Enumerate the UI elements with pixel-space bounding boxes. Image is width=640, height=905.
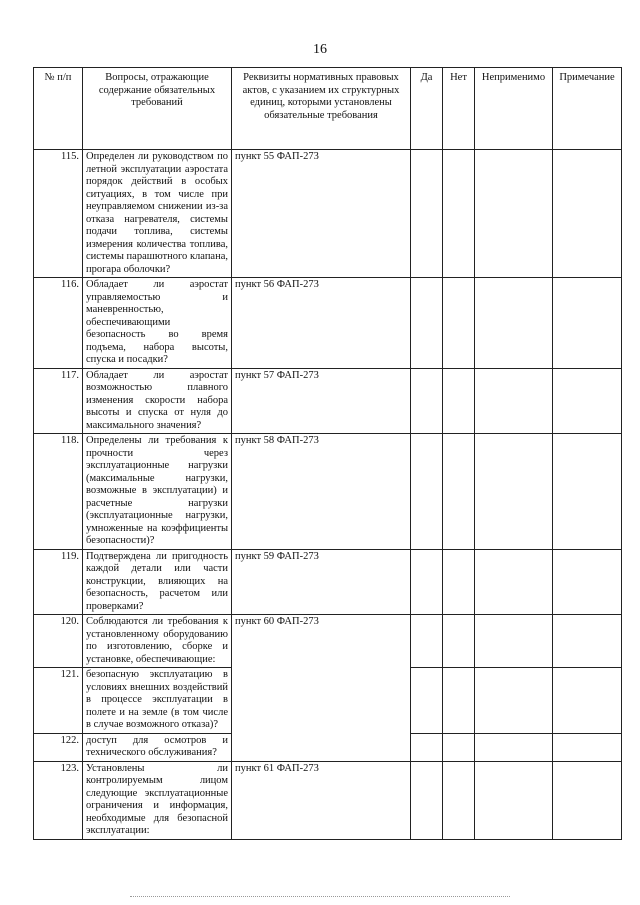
row-question: Установлены ли контролируемым лицом следующие эксплуатационные ограничения и информация, необходимые для безопасной эксплуатации: bbox=[83, 761, 232, 839]
footer-divider bbox=[130, 896, 510, 897]
header-num: № п/п bbox=[34, 68, 83, 150]
yes-cell[interactable] bbox=[411, 278, 443, 369]
header-yes: Да bbox=[411, 68, 443, 150]
not-applicable-cell[interactable] bbox=[475, 761, 553, 839]
row-number: 120. bbox=[34, 615, 83, 668]
not-applicable-cell[interactable] bbox=[475, 733, 553, 761]
row-number: 116. bbox=[34, 278, 83, 369]
header-questions: Вопросы, отражающие содержание обязательных требований bbox=[83, 68, 232, 150]
no-cell[interactable] bbox=[443, 615, 475, 668]
no-cell[interactable] bbox=[443, 434, 475, 550]
table-header-row bbox=[34, 68, 622, 150]
note-cell[interactable] bbox=[553, 549, 622, 615]
note-cell[interactable] bbox=[553, 278, 622, 369]
yes-cell[interactable] bbox=[411, 368, 443, 434]
no-cell[interactable] bbox=[443, 278, 475, 369]
note-cell[interactable] bbox=[553, 615, 622, 668]
row-number: 118. bbox=[34, 434, 83, 550]
row-reference: пункт 60 ФАП-273 bbox=[232, 615, 411, 762]
table-row bbox=[34, 549, 622, 615]
note-cell[interactable] bbox=[553, 668, 622, 734]
row-question: доступ для осмотров и технического обслуживания? bbox=[83, 733, 232, 761]
row-reference: пункт 58 ФАП-273 bbox=[232, 434, 411, 550]
row-reference: пункт 55 ФАП-273 bbox=[232, 150, 411, 278]
no-cell[interactable] bbox=[443, 150, 475, 278]
yes-cell[interactable] bbox=[411, 733, 443, 761]
not-applicable-cell[interactable] bbox=[475, 434, 553, 550]
not-applicable-cell[interactable] bbox=[475, 668, 553, 734]
header-no: Нет bbox=[443, 68, 475, 150]
row-question: Определен ли руководством по летной эксплуатации аэростата порядок действий в особых ситуациях, в том числе при неуправляемом снижении из-за отказа нагревателя, системы подачи топлива, системы измерения количества топлива, системы парашютного клапана, прогара оболочки? bbox=[83, 150, 232, 278]
row-question: безопасную эксплуатацию в условиях внешних воздействий в процессе эксплуатации в полете и на земле (в том числе в случае возможного отказа)? bbox=[83, 668, 232, 734]
row-reference: пункт 59 ФАП-273 bbox=[232, 549, 411, 615]
row-question: Обладает ли аэростат управляемостью и маневренностью, обеспечивающими безопасность во время подъема, набора высоты, спуска и посадки? bbox=[83, 278, 232, 369]
no-cell[interactable] bbox=[443, 668, 475, 734]
checklist-table bbox=[33, 67, 622, 840]
row-number: 121. bbox=[34, 668, 83, 734]
row-question: Подтверждена ли пригодность каждой детали или части конструкции, влияющих на безопасность, расчетом или проверками? bbox=[83, 549, 232, 615]
yes-cell[interactable] bbox=[411, 150, 443, 278]
note-cell[interactable] bbox=[553, 761, 622, 839]
not-applicable-cell[interactable] bbox=[475, 150, 553, 278]
not-applicable-cell[interactable] bbox=[475, 615, 553, 668]
row-number: 117. bbox=[34, 368, 83, 434]
header-not-applicable: Неприменимо bbox=[475, 68, 553, 150]
row-number: 119. bbox=[34, 549, 83, 615]
note-cell[interactable] bbox=[553, 150, 622, 278]
header-note: Примечание bbox=[553, 68, 622, 150]
no-cell[interactable] bbox=[443, 549, 475, 615]
yes-cell[interactable] bbox=[411, 761, 443, 839]
row-number: 123. bbox=[34, 761, 83, 839]
row-question: Определены ли требования к прочности через эксплуатационные нагрузки (максимальные нагрузки, возможные в эксплуатации) и расчетные нагрузки (эксплуатационные нагрузки, умноженные на коэффициенты безопасности)? bbox=[83, 434, 232, 550]
row-question: Соблюдаются ли требования к установленному оборудованию по изготовлению, сборке и установке, обеспечивающие: bbox=[83, 615, 232, 668]
yes-cell[interactable] bbox=[411, 549, 443, 615]
not-applicable-cell[interactable] bbox=[475, 368, 553, 434]
no-cell[interactable] bbox=[443, 368, 475, 434]
not-applicable-cell[interactable] bbox=[475, 278, 553, 369]
header-references: Реквизиты нормативных правовых актов, с указанием их структурных единиц, которыми установлены обязательные требования bbox=[232, 68, 411, 150]
no-cell[interactable] bbox=[443, 761, 475, 839]
table-row bbox=[34, 368, 622, 434]
not-applicable-cell[interactable] bbox=[475, 549, 553, 615]
row-number: 122. bbox=[34, 733, 83, 761]
no-cell[interactable] bbox=[443, 733, 475, 761]
table-row bbox=[34, 615, 622, 668]
note-cell[interactable] bbox=[553, 733, 622, 761]
row-reference: пункт 57 ФАП-273 bbox=[232, 368, 411, 434]
table-row bbox=[34, 434, 622, 550]
note-cell[interactable] bbox=[553, 434, 622, 550]
row-reference: пункт 56 ФАП-273 bbox=[232, 278, 411, 369]
yes-cell[interactable] bbox=[411, 668, 443, 734]
yes-cell[interactable] bbox=[411, 615, 443, 668]
table-row bbox=[34, 278, 622, 369]
yes-cell[interactable] bbox=[411, 434, 443, 550]
row-question: Обладает ли аэростат возможностью плавного изменения скорости набора высоты и спуска от нуля до максимального значения? bbox=[83, 368, 232, 434]
row-number: 115. bbox=[34, 150, 83, 278]
note-cell[interactable] bbox=[553, 368, 622, 434]
row-reference: пункт 61 ФАП-273 bbox=[232, 761, 411, 839]
table-row bbox=[34, 761, 622, 839]
table-row bbox=[34, 150, 622, 278]
page-number: 16 bbox=[313, 42, 327, 57]
